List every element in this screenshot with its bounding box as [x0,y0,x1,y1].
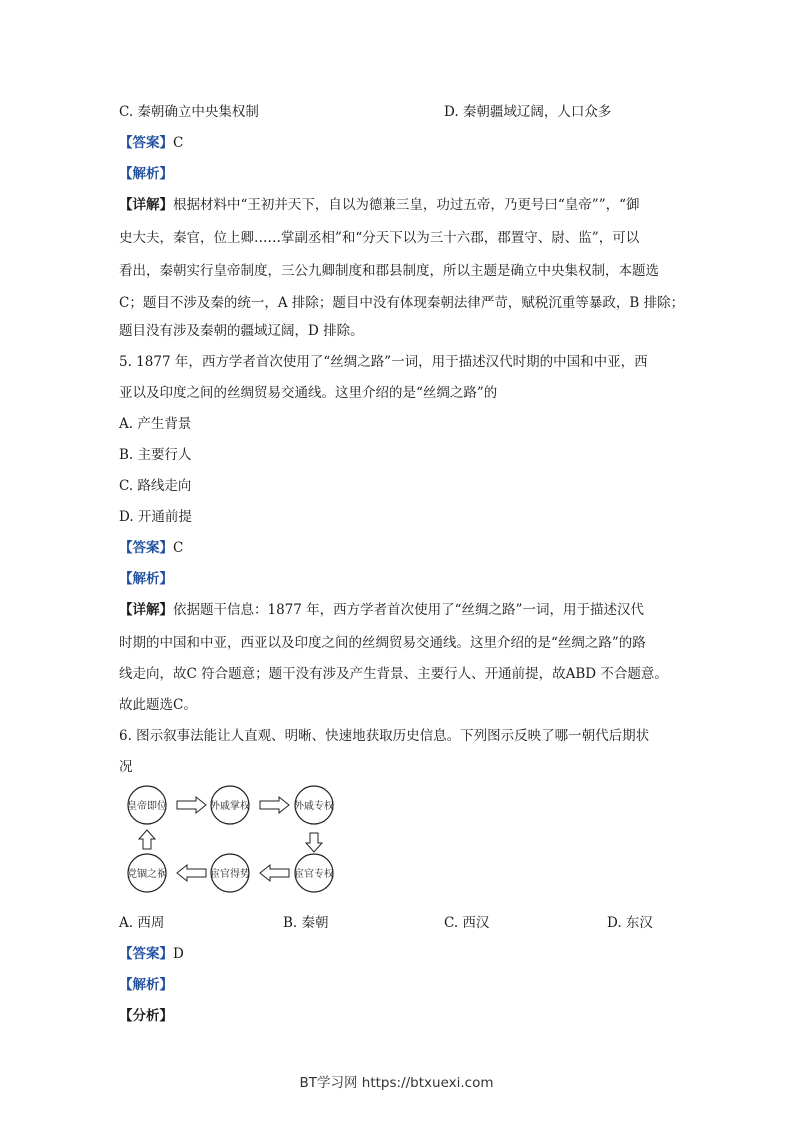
svg-text:外戚掌权: 外戚掌权 [210,801,250,812]
option-d: D. 开通前提 [119,509,192,525]
svg-text:党锢之祸: 党锢之祸 [127,869,167,880]
option-d: D. 东汉 [607,915,653,931]
answer-tag: 【答案】 [119,135,173,151]
detail-line-1 [119,196,640,214]
answer-value: C [173,135,184,151]
option-c: C. 秦朝确立中央集权制 [119,104,259,120]
diagram-node-3 [294,786,334,824]
svg-text:外戚专权: 外戚专权 [294,801,334,812]
detail-text: 根据材料中“王初并天下，自以为德兼三皇，功过五帝，乃更号曰“皇帝””，“御 [173,197,640,213]
option-c: C. 路线走向 [119,478,192,494]
detail-line-5: 题目没有涉及秦朝的疆域辽阔，D 排除。 [119,323,364,339]
answer-line [119,134,183,152]
arrow-right-icon [260,797,289,813]
analysis-tag: 【解析】 [119,977,173,993]
diagram-node-2 [210,786,250,824]
option-b: B. 秦朝 [283,915,329,931]
arrow-right-icon [177,797,206,813]
detail-line-2: 史大夫，秦官，位上卿……掌副丞相”和“分天下以为三十六郡，郡置守、尉、监”，可以 [119,230,640,246]
detail-line-3: 线走向，故C 符合题意；题干没有涉及产生背景、主要行人、开通前提，故ABD 不合题意。 [119,666,668,682]
svg-text:皇帝即位: 皇帝即位 [127,801,167,812]
diagram-node-4 [294,854,334,892]
analysis-line [119,976,173,994]
analysis-line [119,570,173,588]
diagram-node-1 [127,786,167,824]
detail-line-4: 故此题选C。 [119,697,197,713]
detail-line-2: 时期的中国和中亚，西亚以及印度之间的丝绸贸易交通线。这里介绍的是“丝绸之路”的路 [119,635,646,651]
question-stem-2: 况 [119,759,133,775]
option-d: D. 秦朝疆域辽阔，人口众多 [444,104,612,120]
detail-tag: 【详解】 [119,197,173,213]
fenxi-tag: 【分析】 [119,1008,173,1024]
option-c: C. 西汉 [444,915,490,931]
answer-value: D [173,946,184,962]
answer-tag: 【答案】 [119,540,173,556]
detail-tag: 【详解】 [119,602,173,618]
detail-text: 依据题干信息：1877 年，西方学者首次使用了“丝绸之路”一词，用于描述汉代 [173,602,644,618]
cycle-diagram [118,785,368,910]
answer-value: C [173,540,184,556]
answer-line [119,539,183,557]
analysis-tag: 【解析】 [119,571,173,587]
question-stem-1: 6. 图示叙事法能让人直观、明晰、快速地获取历史信息。下列图示反映了哪一朝代后期状 [119,728,650,744]
arrow-left-icon [177,865,206,881]
diagram-node-6 [127,854,167,892]
arrow-left-icon [260,865,289,881]
question-stem-2: 亚以及印度之间的丝绸贸易交通线。这里介绍的是“丝绸之路”的 [119,385,498,401]
answer-line [119,945,184,963]
arrow-down-icon [306,833,322,852]
detail-line-1 [119,601,644,619]
svg-text:宦官专权: 宦官专权 [294,869,334,880]
option-a: A. 西周 [119,915,165,931]
analysis-line [119,165,173,183]
diagram-node-5 [210,854,250,892]
fenxi-line [119,1007,173,1025]
detail-line-4: C；题目不涉及秦的统一，A 排除；题目中没有体现秦朝法律严苛，赋税沉重等暴政，B 排除； [119,295,685,311]
page-footer: BT学习网 https://btxuexi.com [299,1075,494,1091]
detail-line-3: 看出，秦朝实行皇帝制度，三公九卿制度和郡县制度，所以主题是确立中央集权制，本题选 [119,263,659,279]
option-b: B. 主要行人 [119,447,192,463]
question-stem-1: 5. 1877 年，西方学者首次使用了“丝绸之路”一词，用于描述汉代时期的中国和中亚，西 [119,354,648,370]
option-a: A. 产生背景 [119,416,192,432]
arrow-up-icon [139,830,155,849]
analysis-tag: 【解析】 [119,166,173,182]
svg-text:宦官得势: 宦官得势 [210,869,250,880]
answer-tag: 【答案】 [119,946,173,962]
